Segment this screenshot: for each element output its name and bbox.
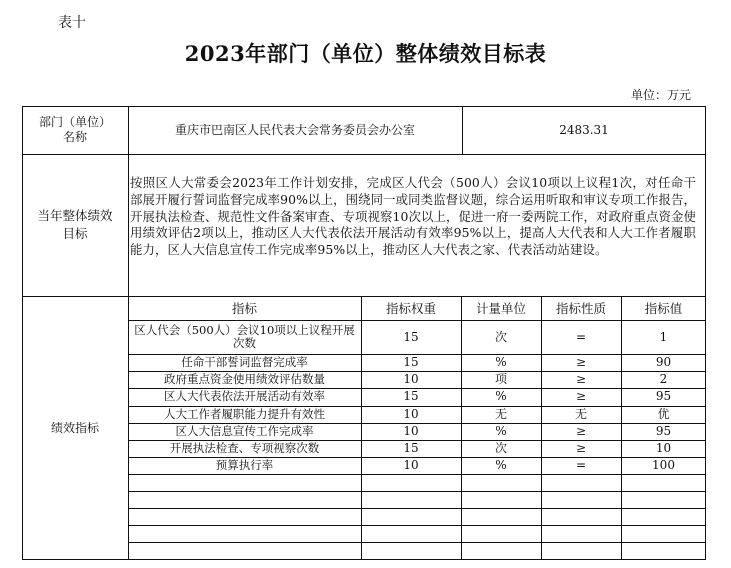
unit-label: 单位：万元 (630, 88, 691, 102)
annual-goal-text: 按照区人大常委会2023年工作计划安排，完成区人代会（500人）会议10项以上议程1次，对任命干部展开履行誓词监督完成率90%以上，围绕同一或同类监督议题，综合运用听取和审议专项工作报告，开展执法检查、规范性文件备案审查、专项视察10次以上，促进一府一委两院工作，对政府重点资金使用绩效评估2项以上，推动区人大代表依法开展活动有效率95%以上，提高人大代表和人大工作者履职能力，区人大信息宣传工作完成率95%以上，推动区人大代表之家、代表活动站建设。 (130, 175, 696, 258)
indicator-value: 95 (655, 389, 672, 404)
department-amount: 2483.31 (559, 122, 609, 137)
indicator-unit: % (495, 457, 507, 472)
indicator-nature: ≥ (575, 423, 587, 438)
indicator-weight: 10 (403, 457, 419, 472)
indicator-unit: % (495, 423, 507, 438)
department-label-line2: 名称 (62, 130, 87, 144)
indicator-unit: 次 (494, 440, 507, 455)
indicator-value: 100 (652, 457, 675, 472)
indicator-unit: % (495, 355, 507, 370)
indicator-value: 95 (655, 423, 672, 438)
indicator-weight: 15 (403, 389, 419, 404)
indicator-unit: 无 (494, 406, 507, 421)
indicator-nature: 无 (574, 406, 587, 421)
column-header-weight: 指标权重 (385, 300, 436, 316)
department-label (22, 106, 128, 154)
indicator-weight: 15 (403, 440, 419, 455)
indicator-weight: 15 (403, 329, 419, 344)
page-title: 2023年部门（单位）整体绩效目标表 (184, 41, 547, 66)
annual-goal-label-line1: 当年整体绩效 (37, 208, 113, 223)
indicator-weight: 10 (403, 406, 419, 421)
indicator-name: 任命干部誓词监督完成率 (181, 355, 308, 370)
indicator-unit: 项 (494, 372, 507, 387)
department-name: 重庆市巴南区人民代表大会常务委员会办公室 (174, 122, 415, 137)
annual-goal-label (22, 154, 128, 296)
indicator-name: 政府重点资金使用绩效评估数量 (164, 372, 325, 387)
indicator-weight: 10 (403, 372, 419, 387)
column-header-unit: 计量单位 (475, 300, 526, 316)
indicators-section-label: 绩效指标 (50, 420, 99, 435)
indicator-name: 人大工作者履职能力提升有效性 (164, 406, 325, 421)
indicator-nature: ≥ (575, 355, 587, 370)
indicator-value: 1 (659, 329, 668, 344)
column-header-value: 指标值 (644, 300, 683, 316)
table-label: 表十 (58, 15, 86, 31)
indicator-weight: 10 (403, 423, 419, 438)
indicator-name: 预算执行率 (215, 457, 274, 472)
indicator-unit: % (495, 389, 507, 404)
indicator-unit: 次 (494, 329, 507, 344)
indicator-nature: ≥ (575, 372, 587, 387)
indicator-name: 区人大代表依法开展活动有效率 (164, 389, 325, 404)
indicator-name: 开展执法检查、专项视察次数 (169, 440, 320, 455)
indicator-name: 区人大信息宣传工作完成率 (175, 423, 314, 438)
indicator-value: 10 (655, 440, 672, 455)
department-label-line1: 部门（单位） (38, 115, 111, 129)
column-header-nature: 指标性质 (555, 300, 606, 316)
indicator-value: 优 (657, 406, 670, 421)
indicator-value: 2 (659, 372, 668, 387)
indicator-weight: 15 (403, 355, 419, 370)
indicator-name: 区人代会（500人）会议10项以上议程开展次数 (134, 323, 355, 351)
indicator-nature: = (575, 457, 587, 472)
column-header-name: 指标 (231, 300, 257, 316)
annual-goal-label-line2: 目标 (62, 226, 88, 241)
indicator-nature: = (575, 329, 587, 344)
indicator-value: 90 (655, 355, 672, 370)
indicator-nature: ≥ (575, 389, 587, 404)
indicator-nature: ≥ (575, 440, 587, 455)
